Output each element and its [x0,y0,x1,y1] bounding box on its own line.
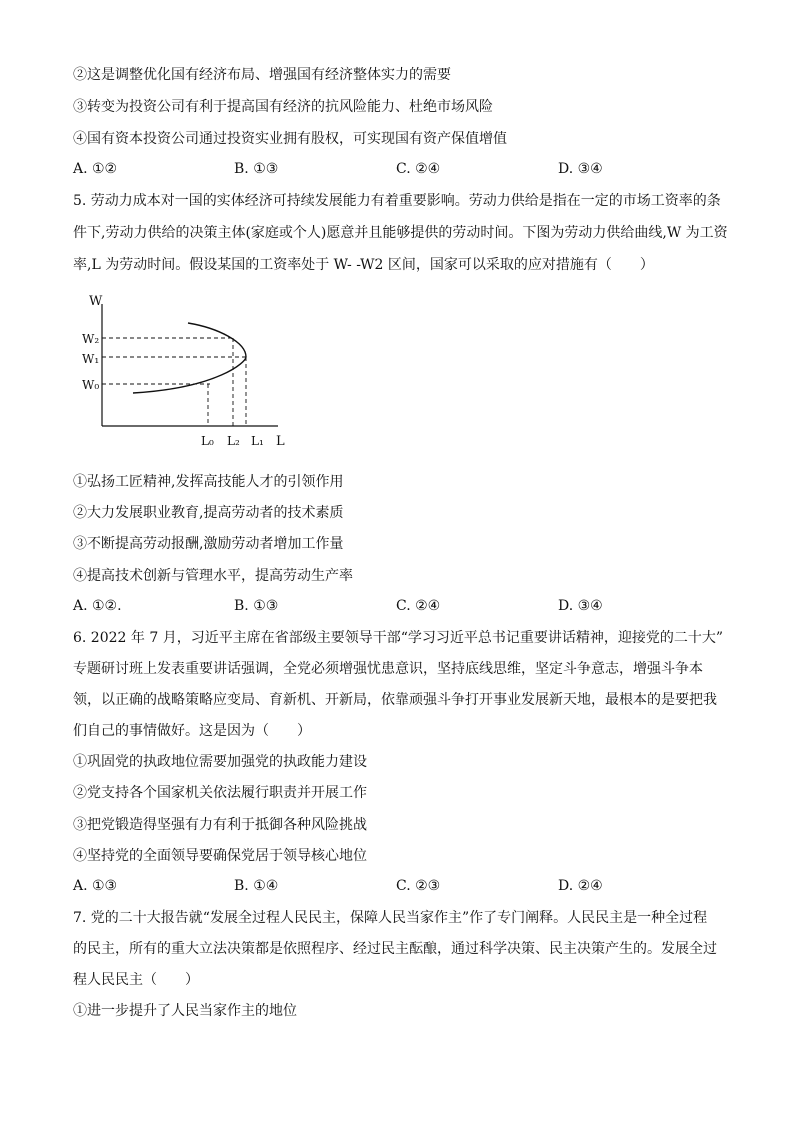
q6-item-1: ①巩固党的执政地位需要加强党的执政能力建设 [73,754,367,770]
x-tick-l1: L₁ [251,434,264,448]
q5-options [73,596,733,616]
q4-option-c[interactable]: C. ②④ [396,161,441,177]
q5-stem-line-2: 件下,劳动力供给的决策主体(家庭或个人)愿意并且能够提供的劳动时间。下图为劳动力供给曲线,W 为工资 [73,225,728,241]
q6-option-b[interactable]: B. ①④ [234,878,279,894]
graph-x-axis-label: L [276,434,285,449]
q6-stem-line-2: 专题研讨班上发表重要讲话强调，全党必须增强忧患意识，坚持底线思维，坚定斗争意志，增强斗争本 [73,661,703,677]
x-tick-l2: L₂ [227,434,240,448]
q5-stem-line-3: 率,L 为劳动时间。假设某国的工资率处于 W- -W2 区间，国家可以采取的应对措施有（ ） [73,257,654,273]
y-tick-w2: W₂ [82,332,100,346]
graph-dashed-guides [102,338,246,426]
q6-option-d[interactable]: D. ②④ [558,878,603,894]
labor-supply-curve [133,323,246,393]
q7-item-1: ①进一步提升了人民当家作主的地位 [73,1003,297,1019]
graph-y-axis-label: W [89,294,103,309]
q5-item-1: ①弘扬工匠精神,发挥高技能人才的引领作用 [73,474,344,490]
q4-item-4: ④国有资本投资公司通过投资实业拥有股权，可实现国有资产保值增值 [73,131,507,147]
q5-item-2: ②大力发展职业教育,提高劳动者的技术素质 [73,505,344,521]
q6-item-4: ④坚持党的全面领导要确保党居于领导核心地位 [73,848,367,864]
q7-stem-line-2: 的民主，所有的重大立法决策都是依照程序、经过民主酝酿，通过科学决策、民主决策产生的。发展全过 [73,941,717,957]
q4-item-3: ③转变为投资公司有利于提高国有经济的抗风险能力、杜绝市场风险 [73,99,493,115]
q6-stem-line-1: 6. 2022 年 7 月，习近平主席在省部级主要领导干部“学习习近平总书记重要讲话精神，迎接党的二十大” [73,630,724,646]
labor-supply-graph [78,290,298,450]
q5-item-4: ④提高技术创新与管理水平，提高劳动生产率 [73,568,353,584]
y-tick-w1: W₁ [82,352,100,366]
q7-stem-line-1: 7. 党的二十大报告就“发展全过程人民民主，保障人民当家作主”作了专门阐释。人民民主是一种全过程 [73,910,708,926]
q5-stem-line-1: 5. 劳动力成本对一国的实体经济可持续发展能力有着重要影响。劳动力供给是指在一定的市场工资率的条 [73,193,721,209]
q4-options [73,159,733,179]
q6-stem-line-4: 们自己的事情做好。这是因为（ ） [73,723,311,739]
q4-option-d[interactable]: D. ③④ [558,161,603,177]
q5-option-b[interactable]: B. ①③ [234,598,279,614]
q4-option-a[interactable]: A. ①② [73,161,118,177]
q4-item-2: ②这是调整优化国有经济布局、增强国有经济整体实力的需要 [73,67,451,83]
q5-option-a[interactable]: A. ①②. [73,598,122,614]
q5-item-3: ③不断提高劳动报酬,激励劳动者增加工作量 [73,536,344,552]
q6-stem-line-3: 领，以正确的战略策略应变局、育新机、开新局，依靠顽强斗争打开事业发展新天地，最根本的是要把我 [73,692,717,708]
q5-option-d[interactable]: D. ③④ [558,598,603,614]
y-tick-w0: W₀ [82,378,100,392]
q6-options [73,876,733,896]
q7-stem-line-3: 程人民民主（ ） [73,972,199,988]
q6-item-3: ③把党锻造得坚强有力有利于抵御各种风险挑战 [73,817,367,833]
q6-option-a[interactable]: A. ①③ [73,878,118,894]
q5-option-c[interactable]: C. ②④ [396,598,441,614]
q6-item-2: ②党支持各个国家机关依法履行职责并开展工作 [73,785,367,801]
x-tick-l0: L₀ [201,434,214,448]
q4-option-b[interactable]: B. ①③ [234,161,279,177]
q6-option-c[interactable]: C. ②③ [396,878,441,894]
